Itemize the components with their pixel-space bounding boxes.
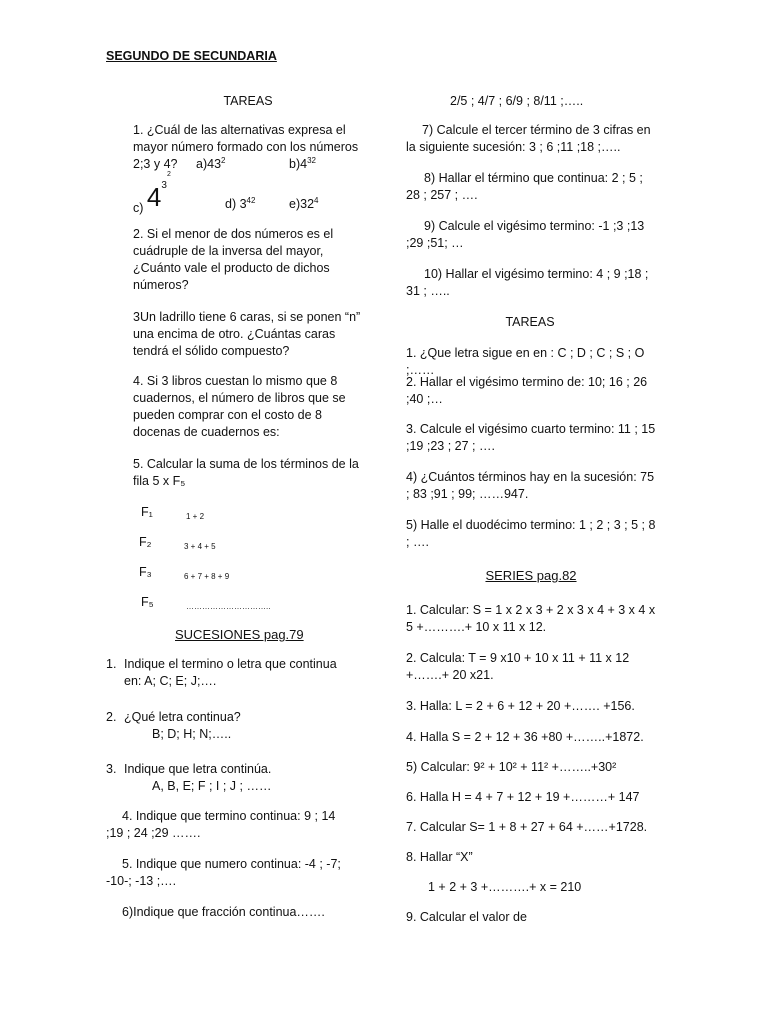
- question-4: 4. Si 3 libros cuestan lo mismo que 8 cuadernos, el número de libros que se pueden comprar con el costo de 8 docenas de cuadernos es:: [133, 374, 346, 439]
- sucesion-3-seq: A, B, E; F ; I ; J ; ……: [152, 779, 272, 793]
- sucesion-2-seq: B; D; H; N;…..: [152, 727, 232, 741]
- option-b: $b)4^{32}$: [289, 155, 316, 171]
- tarea-3: 3. Calcule el vigésimo cuarto termino: 11 ; 15 ;19 ;23 ; 27 ; ….: [406, 422, 656, 453]
- option-a: $a)43^2$: [196, 155, 226, 171]
- serie-5: 5) Calcular: 9² + 10² + 11² +……..+30²: [406, 760, 617, 774]
- question-r10: 10) Hallar el vigésimo termino: 4 ; 9 ;18 ; 31 ; …..: [406, 267, 649, 298]
- sucesion-3: Indique que letra continúa.: [124, 762, 272, 776]
- sucesion-2: ¿Qué letra continua?: [124, 710, 241, 724]
- serie-3: 3. Halla: L = 2 + 6 + 12 + 20 +……. +156.: [406, 699, 635, 713]
- row-label: F₃: [139, 565, 152, 579]
- sucesiones-heading: SUCESIONES pag.79: [175, 627, 304, 642]
- page-title: SEGUNDO DE SECUNDARIA: [106, 49, 277, 63]
- serie-8-equation: 1 + 2 + 3 +……….+ x = 210: [428, 880, 582, 894]
- serie-8: 8. Hallar “X”: [406, 850, 473, 864]
- serie-7: 7. Calcular S= 1 + 8 + 27 + 64 +……+1728.: [406, 820, 648, 834]
- row-label: F₅: [141, 595, 154, 609]
- row-value: …………………………..: [186, 602, 271, 611]
- tarea-5: 5) Halle el duodécimo termino: 1 ; 2 ; 3 ; 5 ; 8 ; ….: [406, 518, 656, 549]
- serie-2: 2. Calcula: T = 9 x10 + 10 x 11 + 11 x 12 +…….+ 20 x21.: [406, 651, 630, 682]
- sucesion-5: 5. Indique que numero continua: -4 ; -7; -10-; -13 ;….: [106, 857, 341, 888]
- serie-6: 6. Halla H = 4 + 7 + 12 + 19 +………+ 147: [406, 790, 640, 804]
- s1-number: 1.: [106, 657, 117, 671]
- sucesion-1: Indique el termino o letra que continua en: A; C; E; J;….: [124, 657, 337, 688]
- option-e: $e)32^4$: [289, 195, 319, 211]
- question-3: 3Un ladrillo tiene 6 caras, si se ponen “n” una encima de otro. ¿Cuántas caras tendrá el sólido compuesto?: [133, 310, 361, 358]
- question-2: 2. Si el menor de dos números es el cuádruple de la inversa del mayor, ¿Cuánto vale el producto de dichos números?: [133, 227, 334, 292]
- row-label: F₁: [141, 505, 153, 519]
- row-value: 3 + 4 + 5: [184, 542, 216, 551]
- row-label: F₂: [139, 535, 152, 549]
- row-value: 1 + 2: [186, 512, 205, 521]
- option-d: d) $3^{42}$: [225, 195, 256, 211]
- sucesion-6: 6)Indique que fracción continua…….: [122, 905, 325, 919]
- tarea-4: 4) ¿Cuántos términos hay en la sucesión: 75 ; 83 ;91 ; 99; ……947.: [406, 470, 655, 501]
- question-r7: 7) Calcule el tercer término de 3 cifras en la siguiente sucesión: 3 ; 6 ;11 ;18 ;…..: [406, 123, 651, 154]
- option-c: c) $4^{3^2}$: [133, 171, 171, 215]
- question-1: [133, 122, 365, 173]
- tarea-2: 2. Hallar el vigésimo termino de: 10; 16 ; 26 ;40 ;…: [406, 375, 648, 406]
- s3-number: 3.: [106, 762, 117, 776]
- row-value: 6 + 7 + 8 + 9: [184, 572, 230, 581]
- sucesion-4: 4. Indique que termino continua: 9 ; 14 ;19 ; 24 ;29 …….: [106, 809, 336, 840]
- serie-1: 1. Calcular: S = 1 x 2 x 3 + 2 x 3 x 4 + 3 x 4 x 5 +……….+ 10 x 11 x 12.: [406, 603, 656, 634]
- question-r8: 8) Hallar el término que continua: 2 ; 5 ; 28 ; 257 ; ….: [406, 171, 643, 202]
- tarea-1: 1. ¿Que letra sigue en en : C ; D ; C ; S ; O ;……: [406, 346, 645, 377]
- tareas-heading: TAREAS: [223, 94, 273, 108]
- series-heading: SERIES pag.82: [485, 568, 577, 583]
- question-r9: 9) Calcule el vigésimo termino: -1 ;3 ;13 ;29 ;51; …: [406, 219, 645, 250]
- fraction-sequence: 2/5 ; 4/7 ; 6/9 ; 8/11 ;…..: [450, 94, 584, 108]
- tareas-2-heading: TAREAS: [505, 315, 555, 329]
- serie-9: 9. Calcular el valor de: [406, 910, 527, 924]
- serie-4: 4. Halla S = 2 + 12 + 36 +80 +……..+1872.: [406, 730, 644, 744]
- question-1-text: 1. ¿Cuál de las alternativas expresa el mayor número formado con los números 2;3 y 4?: [133, 123, 359, 171]
- question-5: 5. Calcular la suma de los términos de la fila 5 x F₅: [133, 457, 359, 488]
- s2-number: 2.: [106, 710, 117, 724]
